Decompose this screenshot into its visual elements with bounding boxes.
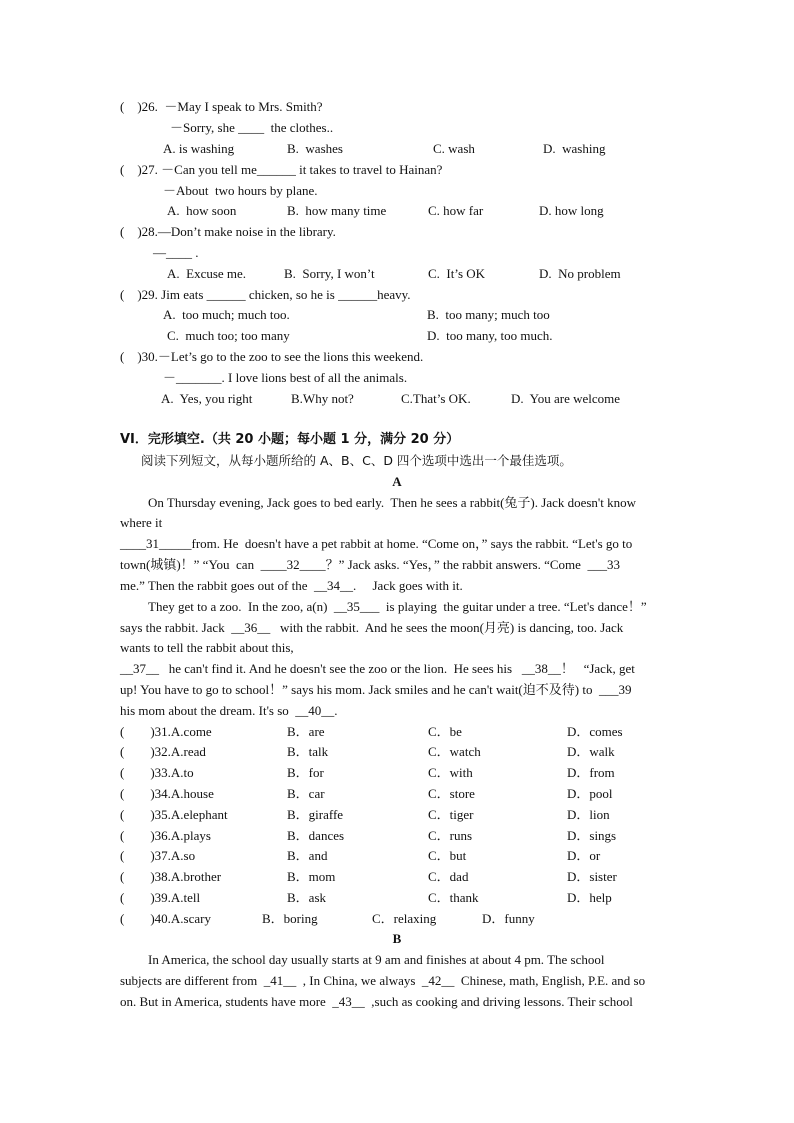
choice-stem: ( )32.A.read: [120, 744, 206, 759]
choice-d: D．help: [567, 890, 612, 905]
q30-option-d: D. You are welcome: [511, 391, 621, 406]
choice-d: D．funny: [482, 911, 535, 926]
choice-c: C．thank: [428, 890, 479, 905]
choice-c: C．dad: [428, 869, 469, 884]
choice-c: C．runs: [428, 828, 473, 843]
q28-stem: ( )28.—Don’t make noise in the library.: [120, 224, 336, 239]
passage-b-line: In America, the school day usually starts at 9 am and finishes at about 4 pm. The school: [148, 952, 605, 967]
choice-c: C．be: [428, 724, 462, 739]
choice-b: B．ask: [287, 890, 327, 905]
choice-b: B．are: [287, 724, 325, 739]
q26-option-a: A. is washing: [163, 141, 235, 156]
choice-b: B．for: [287, 765, 324, 780]
passage-a-line: town(城镇)！” “You can ____32____？” Jack asks. “Yes，” the rabbit answers. “Come ___33: [120, 557, 620, 572]
q29-option-a: A. too much; much too.: [163, 307, 290, 322]
choice-stem: ( )35.A.elephant: [120, 807, 228, 822]
section-instruction: 阅读下列短文，从每小题所给的 A、B、C、D 四个选项中选出一个最佳选项。: [141, 453, 572, 468]
q29-option-d: D. too many, too much.: [427, 328, 553, 343]
q27-option-d: D. how long: [539, 203, 604, 218]
choice-stem: ( )36.A.plays: [120, 828, 211, 843]
q27-option-b: B. how many time: [287, 203, 387, 218]
choice-b: B．mom: [287, 869, 336, 884]
q27-option-a: A. how soon: [167, 203, 237, 218]
choice-c: C．store: [428, 786, 475, 801]
section-title: VI．完形填空.（共 20 小题；每小题 1 分，满分 20 分）: [120, 432, 460, 447]
q28-option-a: A. Excuse me.: [167, 266, 247, 281]
choice-d: D．comes: [567, 724, 623, 739]
q29-option-c: C. much too; too many: [167, 328, 290, 343]
q26-stem: ( )26. －May I speak to Mrs. Smith?: [120, 99, 323, 114]
q26-option-d: D. washing: [543, 141, 606, 156]
choice-b: B．boring: [262, 911, 318, 926]
passage-a-line: me.” Then the rabbit goes out of the __34__. Jack goes with it.: [120, 578, 463, 593]
passage-a-line: up! You have to go to school！” says his mom. Jack smiles and he can't wait(迫不及待) to ___39: [120, 682, 632, 697]
q26-option-c: C. wash: [433, 141, 475, 156]
q29-stem: ( )29. Jim eats ______ chicken, so he is ______heavy.: [120, 287, 411, 302]
passage-a-line: __37__ he can't find it. And he doesn't see the zoo or the lion. He sees his __38__！ “Jack, get: [120, 661, 635, 676]
choice-c: C．watch: [428, 744, 481, 759]
choice-stem: ( )33.A.to: [120, 765, 194, 780]
choice-d: D．from: [567, 765, 615, 780]
choice-d: D．sings: [567, 828, 617, 843]
passage-a-line: ____31_____from. He doesn't have a pet rabbit at home. “Come on，” says the rabbit. “Let's go to: [120, 536, 633, 551]
q28-line2: —____ .: [153, 245, 199, 260]
choice-c: C．with: [428, 765, 473, 780]
choice-c: C．tiger: [428, 807, 474, 822]
q30-stem: ( )30.－Let’s go to the zoo to see the lions this weekend.: [120, 349, 424, 364]
choice-c: C．relaxing: [372, 911, 437, 926]
choice-stem: ( )37.A.so: [120, 848, 196, 863]
q28-option-d: D. No problem: [539, 266, 621, 281]
passage-a-line: They get to a zoo. In the zoo, a(n) __35___ is playing the guitar under a tree. “Let's dance！”: [148, 599, 647, 614]
choice-b: B．car: [287, 786, 325, 801]
passage-b-line: subjects are different from _41__ , In China, we always _42__ Chinese, math, English, P.E. and so: [120, 973, 646, 988]
passage-a-line: says the rabbit. Jack __36__ with the rabbit. And he sees the moon(月亮) is dancing, too. Jack: [120, 620, 624, 635]
choice-b: B．talk: [287, 744, 329, 759]
choice-d: D．or: [567, 848, 601, 863]
choice-stem: ( )38.A.brother: [120, 869, 222, 884]
passage-a-line: where it: [120, 515, 163, 530]
passage-b-label: B: [392, 931, 402, 946]
choice-d: D．sister: [567, 869, 617, 884]
choice-stem: ( )40.A.scary: [120, 911, 211, 926]
passage-a-line: wants to tell the rabbit about this,: [120, 640, 294, 655]
choice-d: D．walk: [567, 744, 615, 759]
passage-b-line: on. But in America, students have more _43__ ,such as cooking and driving lessons. Their school: [120, 994, 633, 1009]
choice-d: D．lion: [567, 807, 610, 822]
q30-option-c: C.That’s OK.: [401, 391, 471, 406]
q26-line2: －Sorry, she ____ the clothes..: [170, 120, 334, 135]
q30-option-a: A. Yes, you right: [161, 391, 253, 406]
q28-option-b: B. Sorry, I won’t: [284, 266, 375, 281]
choice-b: B．dances: [287, 828, 345, 843]
passage-a-label: A: [392, 474, 402, 489]
choice-stem: ( )39.A.tell: [120, 890, 201, 905]
choice-c: C．but: [428, 848, 467, 863]
q30-option-b: B.Why not?: [291, 391, 354, 406]
q27-line2: －About two hours by plane.: [163, 183, 318, 198]
q28-option-c: C. It’s OK: [428, 266, 486, 281]
q26-option-b: B. washes: [287, 141, 343, 156]
q30-line2: －_______. I love lions best of all the animals.: [163, 370, 408, 385]
choice-stem: ( )31.A.come: [120, 724, 212, 739]
choice-b: B．giraffe: [287, 807, 344, 822]
q27-option-c: C. how far: [428, 203, 484, 218]
choice-b: B．and: [287, 848, 328, 863]
q27-stem: ( )27. －Can you tell me______ it takes to travel to Hainan?: [120, 162, 443, 177]
q29-option-b: B. too many; much too: [427, 307, 550, 322]
passage-a-line: On Thursday evening, Jack goes to bed early. Then he sees a rabbit(兔子). Jack doesn't know: [148, 495, 637, 510]
choice-d: D．pool: [567, 786, 613, 801]
choice-stem: ( )34.A.house: [120, 786, 214, 801]
passage-a-line: his mom about the dream. It's so __40__.: [120, 703, 338, 718]
